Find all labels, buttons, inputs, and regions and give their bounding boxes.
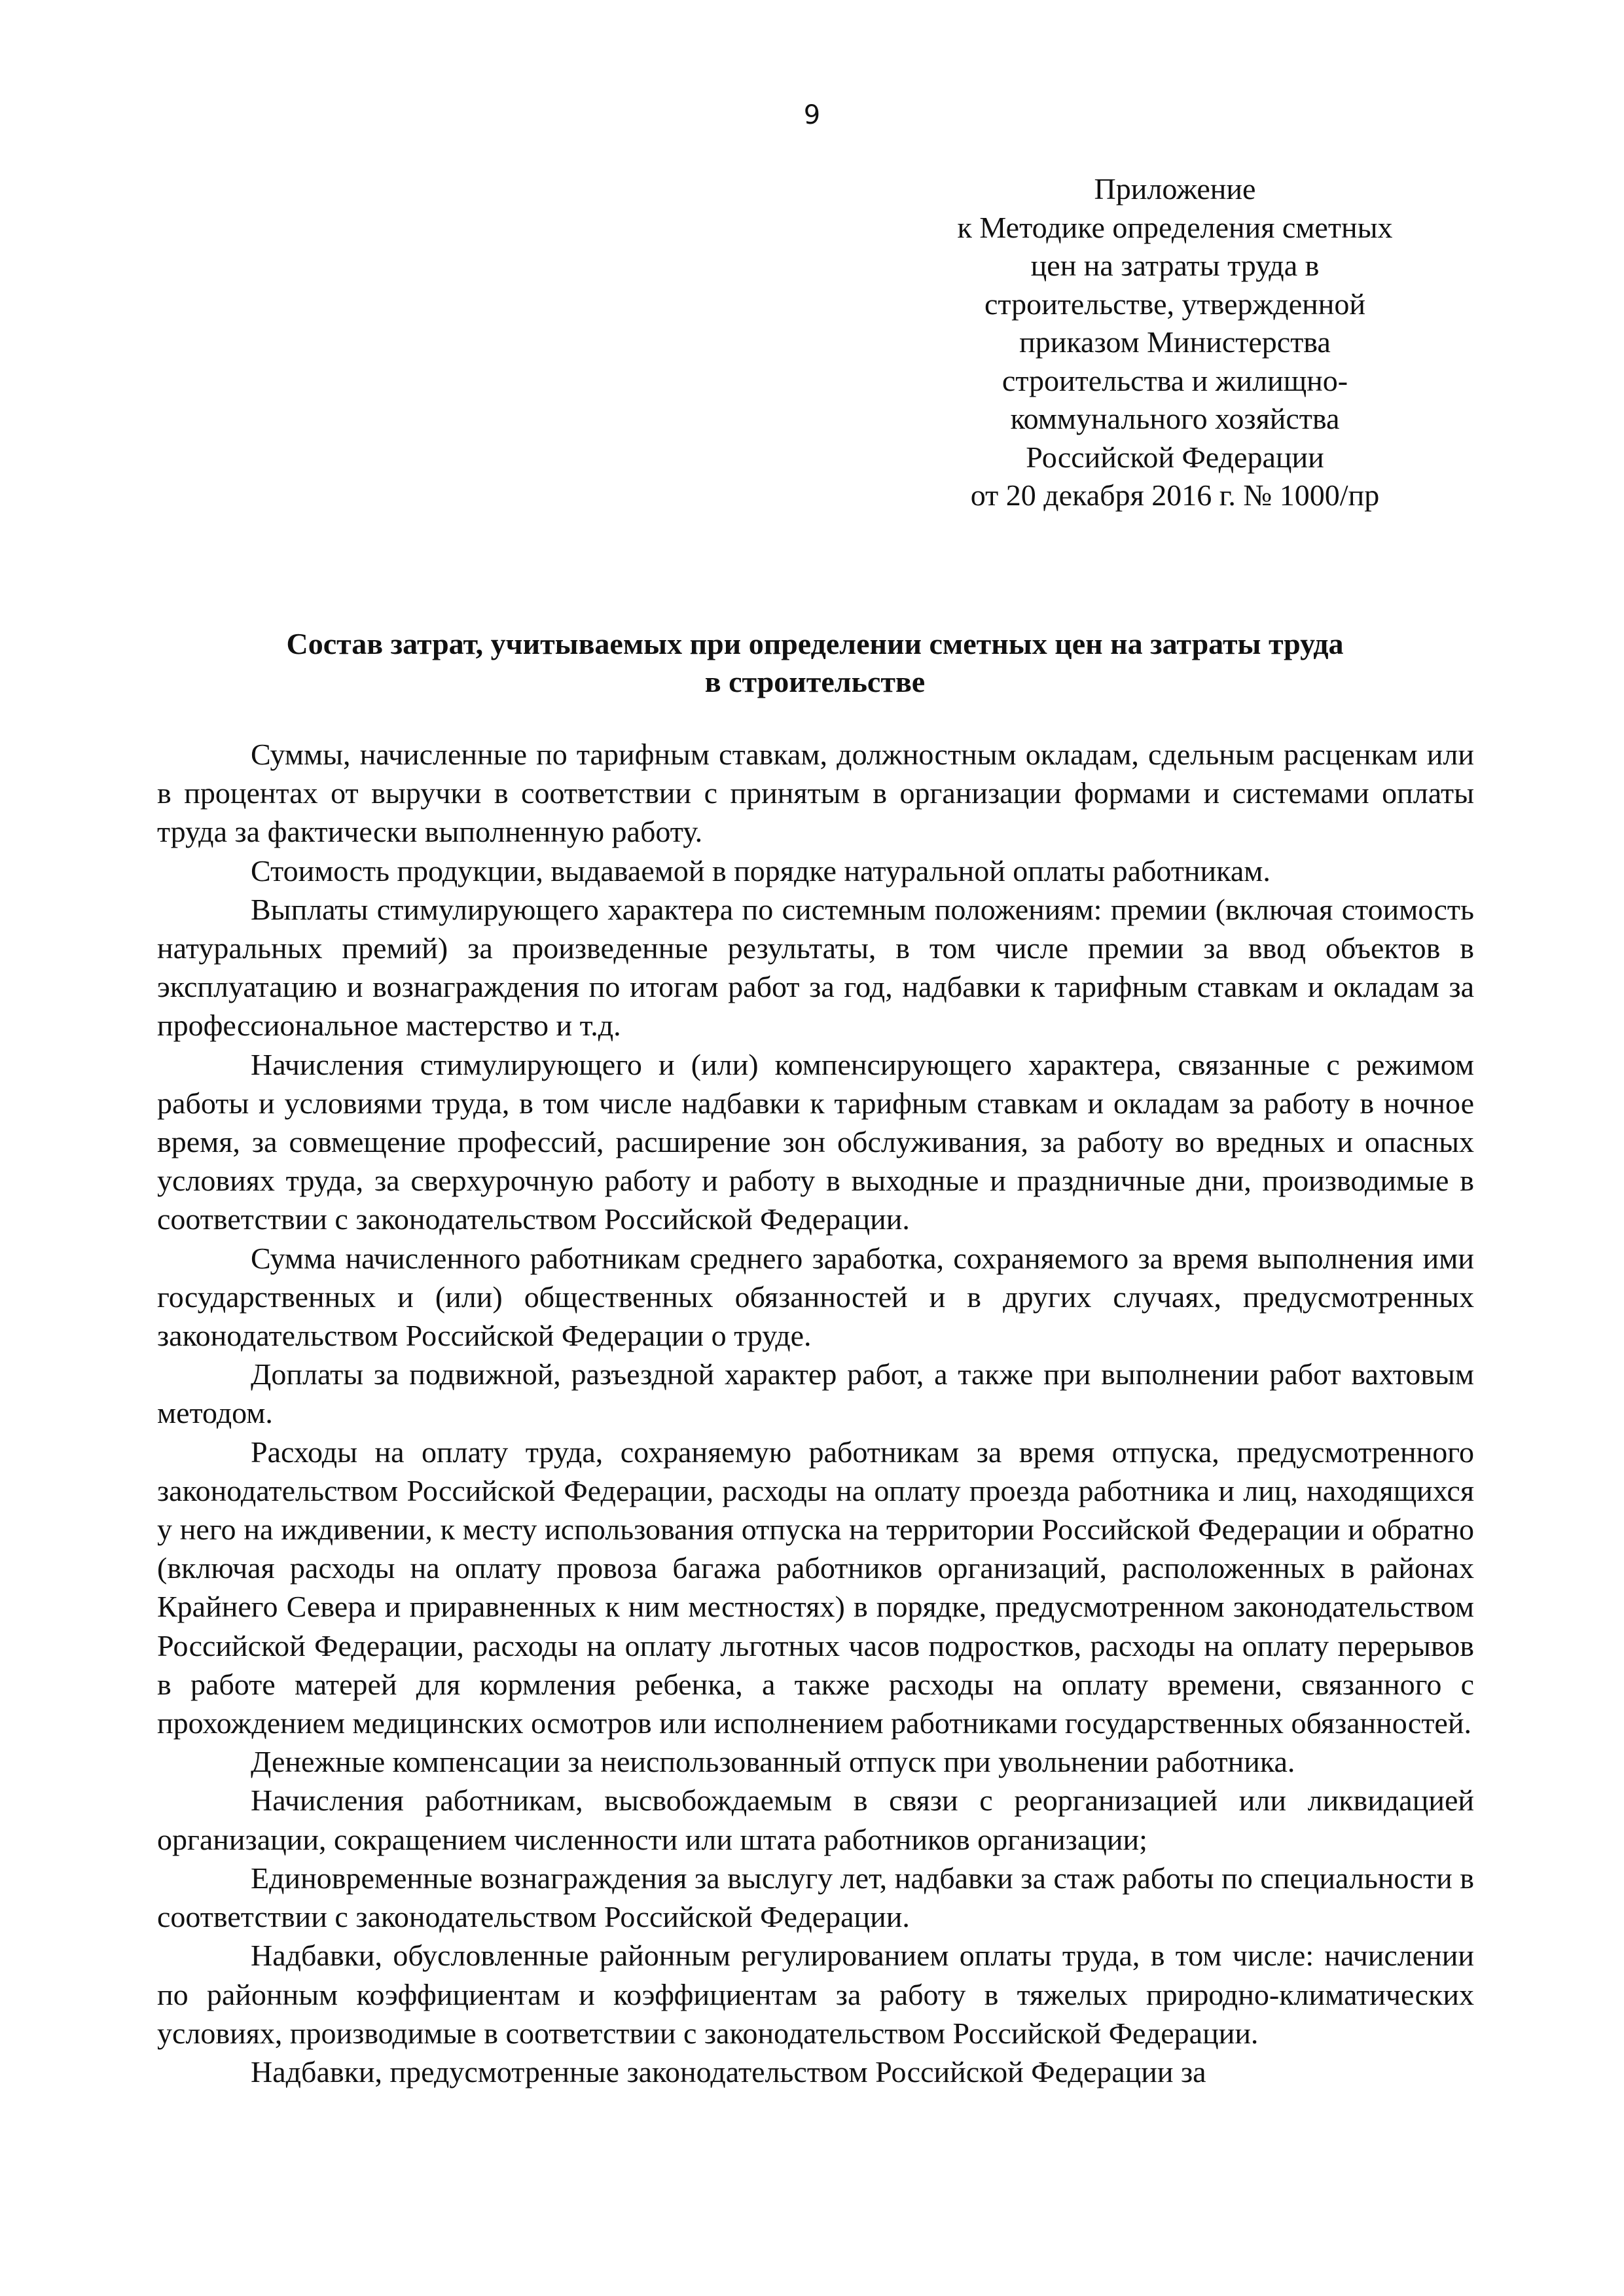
paragraph: Выплаты стимулирующего характера по системным положениям: премии (включая стоимость натуральных премий) за произведенные результаты, в том числе премии за ввод объектов в эксплуатацию и вознаграждения по итогам работ за год, надбавки к тарифным ставкам и окладам за профессиональное мастерство и т.д. [157, 892, 1474, 1043]
title-line-2: в строительстве [704, 665, 926, 698]
paragraph: Надбавки, обусловленные районным регулированием оплаты труда, в том числе: начислении по районным коэффициентам и коэффициентам за работу в тяжелых природно-климатических условиях, производимые в соответствии с законодательством Российской Федерации. [157, 1939, 1474, 2050]
appendix-line: строительстве, утвержденной [984, 287, 1365, 321]
appendix-line: Российской Федерации [1026, 440, 1324, 474]
paragraph: Суммы, начисленные по тарифным ставкам, должностным окладам, сдельным расценкам или в процентах от выручки в соответствии с принятым в организации формами и системами оплаты труда за фактически выполненную работу. [157, 738, 1474, 849]
page-number: 9 [803, 100, 821, 130]
paragraph: Стоимость продукции, выдаваемой в порядке натуральной оплаты работникам. [251, 853, 1271, 888]
document-body [157, 735, 1474, 2091]
paragraph: Доплаты за подвижной, разъездной характер работ, а также при выполнении работ вахтовым методом. [157, 1357, 1474, 1430]
appendix-line: цен на затраты труда в [1030, 249, 1320, 282]
paragraph: Единовременные вознаграждения за выслугу лет, надбавки за стаж работы по специальности в соответствии с законодательством Российской Федерации. [157, 1861, 1474, 1934]
appendix-block [913, 170, 1437, 515]
paragraph: Расходы на оплату труда, сохраняемую работникам за время отпуска, предусмотренного законодательством Российской Федерации, расходы на оплату проезда работника и лиц, находящихся у него на иждивении, к месту использования отпуска на территории Российской Федерации и обратно (включая расходы на оплату провоза багажа работников организаций, расположенных в районах Крайнего Севера и приравненных к ним местностях) в порядке, предусмотренном законодательством Российской Федерации, расходы на оплату льготных часов подростков, расходы на оплату перерывов в работе матерей для кормления ребенка, а также расходы на оплату времени, связанного с прохождением медицинских осмотров или исполнением работниками государственных обязанностей. [157, 1435, 1474, 1740]
appendix-line: Приложение [1094, 172, 1256, 206]
paragraph: Сумма начисленного работникам среднего заработка, сохраняемого за время выполнения ими государственных и (или) общественных обязанностей и в других случаях, предусмотренных законодательством Российской Федерации о труде. [157, 1241, 1474, 1353]
appendix-line: приказом Министерства [1019, 325, 1331, 359]
appendix-line: строительства и жилищно- [1001, 363, 1348, 397]
appendix-line: коммунального хозяйства [1010, 402, 1340, 435]
paragraph: Начисления работникам, высвобождаемым в связи с реорганизацией или ликвидацией организации, сокращением численности или штата работников организации; [157, 1784, 1474, 1856]
appendix-line: от 20 декабря 2016 г. № 1000/пр [970, 478, 1380, 512]
document-title [164, 625, 1466, 701]
title-line-1: Состав затрат, учитываемых при определении сметных цен на затраты труда [286, 627, 1344, 660]
paragraph: Надбавки, предусмотренные законодательством Российской Федерации за [251, 2054, 1206, 2089]
paragraph: Начисления стимулирующего и (или) компенсирующего характера, связанные с режимом работы и условиями труда, в том числе надбавки к тарифным ставкам и окладам за работу в ночное время, за совмещение профессий, расширение зон обслуживания, за работу во вредных и опасных условиях труда, за сверхурочную работу и работу в выходные и праздничные дни, производимые в соответствии с законодательством Российской Федерации. [157, 1047, 1474, 1236]
appendix-line: к Методике определения сметных [957, 210, 1393, 244]
paragraph: Денежные компенсации за неиспользованный отпуск при увольнении работника. [251, 1745, 1295, 1779]
